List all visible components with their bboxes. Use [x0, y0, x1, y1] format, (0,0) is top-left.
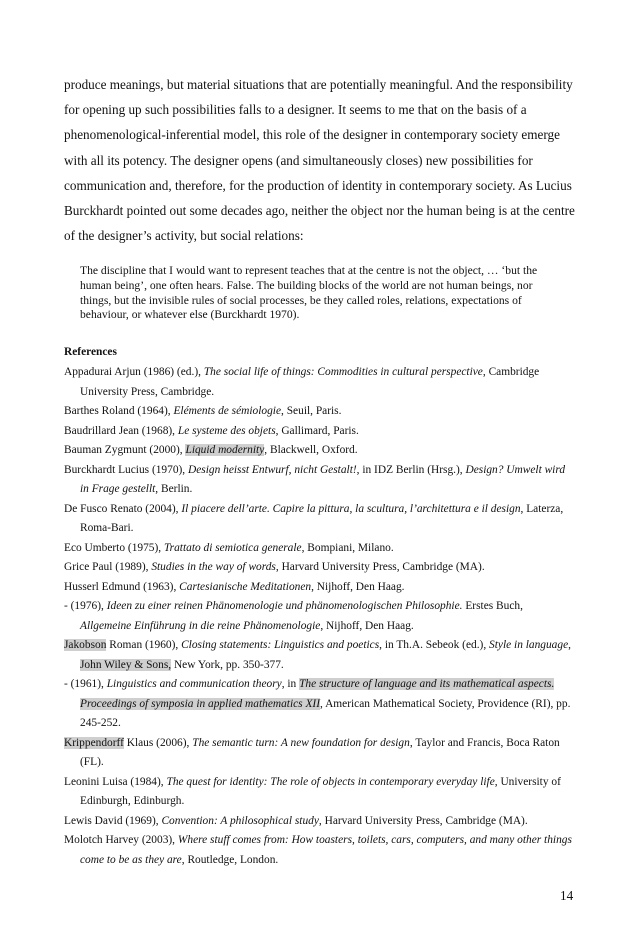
- reference-item: Bauman Zygmunt (2000), Liquid modernity, Blackwell, Oxford.: [64, 444, 358, 456]
- body-paragraph: produce meanings, but material situations that are potentially meaningful. And the responsibility for opening up such possibilities falls to a designer. It seems to me that on the basis of a phenomenological-inferential model, this role of the designer in contemporary society emerge with all its potency. The designer opens (and simultaneously closes) new possibilities for communication and, therefore, for the production of identity in contemporary society. As Lucius Burckhardt pointed out some decades ago, neither the object nor the human being is at the centre of the designer’s activity, but social relations:: [64, 77, 575, 244]
- reference-item: - (1976), Ideen zu einer reinen Phänomenologie und phänomenologischen Philosophie. Erstes Buch, Allgemeine Einführung in die reine Phänomenologie, Nijhoff, Den Haag.: [64, 600, 523, 632]
- highlighted-text: Liquid modernity: [185, 444, 265, 456]
- highlighted-text: Krippendorff: [64, 736, 124, 749]
- reference-item: Husserl Edmund (1963), Cartesianische Meditationen, Nijhoff, Den Haag.: [64, 580, 405, 593]
- highlighted-text: The structure of language and its mathematical aspects. Proceedings of symposia in applied mathematics XII: [80, 678, 555, 710]
- reference-item: Burckhardt Lucius (1970), Design heisst Entwurf, nicht Gestalt!, in IDZ Berlin (Hrsg.), Design? Umwelt wird in Frage gestellt, Berlin.: [64, 463, 566, 495]
- reference-item: Grice Paul (1989), Studies in the way of words, Harvard University Press, Cambridge (MA).: [64, 561, 485, 573]
- block-quote: The discipline that I would want to represent teaches that at the centre is not the object, … ‘but the human being’, one often hears. False. The building blocks of the world are not human beings, nor things, but the invisible rules of social processes, be they called roles, relations, expectations of behaviour, or whatever else (Burckhardt 1970).: [80, 264, 538, 322]
- reference-item: Appadurai Arjun (1986) (ed.), The social life of things: Commodities in cultural perspective, Cambridge University Press, Cambridge.: [64, 366, 540, 398]
- reference-item: Baudrillard Jean (1968), Le systeme des objets, Gallimard, Paris.: [64, 424, 359, 437]
- reference-item: Krippendorff Klaus (2006), The semantic turn: A new foundation for design, Taylor and Francis, Boca Raton (FL).: [64, 736, 560, 768]
- highlighted-text: John Wiley & Sons,: [80, 658, 172, 671]
- reference-item: De Fusco Renato (2004), Il piacere dell’arte. Capire la pittura, la scultura, l’architettura e il design, Laterza, Roma-Bari.: [64, 502, 564, 534]
- highlighted-text: Jakobson: [64, 639, 107, 651]
- reference-item: Lewis David (1969), Convention: A philosophical study, Harvard University Press, Cambridge (MA).: [64, 814, 528, 827]
- reference-item: Molotch Harvey (2003), Where stuff comes from: How toasters, toilets, cars, computers, and many other things come to be as they are, Routledge, London.: [64, 834, 572, 866]
- reference-item: Barthes Roland (1964), Eléments de sémiologie, Seuil, Paris.: [64, 405, 342, 417]
- references-list: [64, 363, 576, 870]
- page-number: 14: [560, 888, 574, 903]
- reference-item: - (1961), Linguistics and communication theory, in The structure of language and its mathematical aspects. Proceedings of symposia in applied mathematics XII, American Mathematical Society, Providence (RI), pp. 245-252.: [64, 678, 571, 729]
- reference-item: Leonini Luisa (1984), The quest for identity: The role of objects in contemporary everyday life, University of Edinburgh, Edinburgh.: [64, 775, 561, 807]
- reference-item: Eco Umberto (1975), Trattato di semiotica generale, Bompiani, Milano.: [64, 541, 394, 554]
- references-heading: References: [64, 346, 117, 358]
- reference-item: Jakobson Roman (1960), Closing statements: Linguistics and poetics, in Th.A. Sebeok (ed.), Style in language, John Wiley & Sons, New York, pp. 350-377.: [64, 639, 571, 671]
